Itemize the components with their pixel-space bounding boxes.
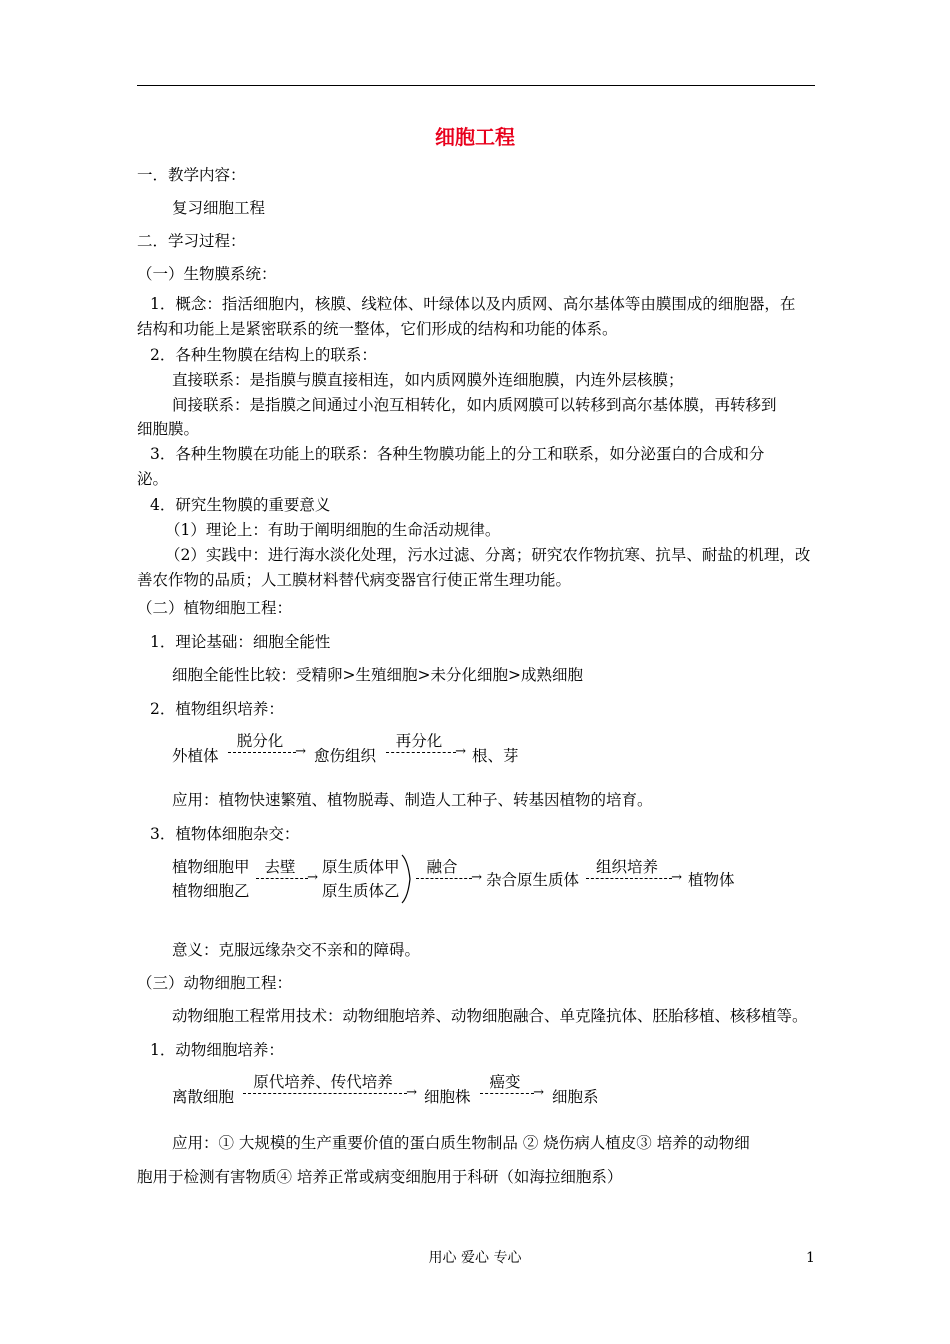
section-learning-process: 二．学习过程： xyxy=(137,232,246,250)
para-tissue-culture-application: 应用：植物快速繁殖、植物脱毒、制造人工种子、转基因植物的培育。 xyxy=(172,791,653,809)
arrow-shaft xyxy=(228,752,296,753)
heading-plant-cell-engineering: （二）植物细胞工程： xyxy=(137,599,293,617)
heading-animal-cell-engineering: （三）动物细胞工程： xyxy=(137,974,293,992)
arrow-head-icon: → xyxy=(533,1085,544,1100)
header-rule xyxy=(137,85,815,86)
right-brace-icon xyxy=(400,853,414,905)
arrow-label: 脱分化 xyxy=(236,732,284,750)
para-concept-1: 1．概念：指活细胞内，核膜、线粒体、叶绿体以及内质网、高尔基体等由膜围成的细胞器，在 xyxy=(150,295,796,313)
flow-cell-strain: 细胞株 xyxy=(424,1088,471,1106)
flow-callus: 愈伤组织 xyxy=(314,747,377,765)
arrow-head-icon: → xyxy=(406,1085,417,1100)
footer-motto: 用心 爱心 专心 xyxy=(428,1250,522,1266)
para-hybridization-significance: 意义：克服远缘杂交不亲和的障碍。 xyxy=(172,941,421,959)
teaching-content-body: 复习细胞工程 xyxy=(172,199,266,217)
arrow-shaft xyxy=(480,1093,534,1094)
flow-protoplast-a: 原生质体甲 xyxy=(322,858,400,876)
arrow-label: 癌变 xyxy=(489,1073,521,1091)
para-practice-2: 善农作物的品质；人工膜材料替代病变器官行使正常生理功能。 xyxy=(137,571,572,589)
para-direct-link: 直接联系：是指膜与膜直接相连，如内质网膜外连细胞膜，内连外层核膜； xyxy=(172,371,684,389)
para-animal-techniques: 动物细胞工程常用技术：动物细胞培养、动物细胞融合、单克隆抗体、胚胎移植、核移植等。 xyxy=(172,1007,808,1025)
flow-plant-body: 植物体 xyxy=(688,871,735,889)
para-indirect-link-1: 间接联系：是指膜之间通过小泡互相转化，如内质网膜可以转移到高尔基体膜，再转移到 xyxy=(172,396,777,414)
para-animal-cell-culture: 1．动物细胞培养： xyxy=(150,1041,284,1059)
arrow-label: 融合 xyxy=(426,858,458,876)
arrow-shaft xyxy=(416,878,472,879)
section-teaching-content: 一．教学内容： xyxy=(137,166,246,184)
para-function-link-1: 3．各种生物膜在功能上的联系：各种生物膜功能上的分工和联系，如分泌蛋白的合成和分 xyxy=(150,445,765,463)
flow-plant-cell-a: 植物细胞甲 xyxy=(172,858,250,876)
arrow-label: 组织培养 xyxy=(595,858,658,876)
arrow-shaft xyxy=(243,1093,407,1094)
para-indirect-link-2: 细胞膜。 xyxy=(137,420,200,438)
flow-dispersed-cells: 离散细胞 xyxy=(172,1088,235,1106)
arrow-label: 原代培养、传代培养 xyxy=(253,1073,393,1091)
arrow-head-icon: → xyxy=(295,744,306,759)
arrow-shaft xyxy=(586,878,672,879)
arrow-head-icon: → xyxy=(671,870,682,885)
para-theory: （1）理论上：有助于阐明细胞的生命活动规律。 xyxy=(165,521,501,539)
flow-plant-cell-b: 植物细胞乙 xyxy=(172,882,250,900)
heading-biomembrane: （一）生物膜系统： xyxy=(137,265,277,283)
para-animal-culture-application-2: 胞用于检测有害物质④ 培养正常或病变细胞用于科研（如海拉细胞系） xyxy=(137,1168,623,1186)
flow-cell-line: 细胞系 xyxy=(552,1088,599,1106)
flow-hybrid-protoplast: 杂合原生质体 xyxy=(486,871,580,889)
arrow-head-icon: → xyxy=(455,744,466,759)
arrow-shaft xyxy=(386,752,456,753)
arrow-shaft xyxy=(256,878,308,879)
flow-protoplast-b: 原生质体乙 xyxy=(322,882,400,900)
arrow-label: 再分化 xyxy=(395,732,443,750)
para-theory-basis: 1．理论基础：细胞全能性 xyxy=(150,633,331,651)
para-concept-2: 结构和功能上是紧密联系的统一整体，它们形成的结构和功能的体系。 xyxy=(137,320,618,338)
flow-root-bud: 根、芽 xyxy=(472,747,519,765)
para-animal-culture-application-1: 应用：① 大规模的生产重要价值的蛋白质生物制品 ② 烧伤病人植皮③ 培养的动物细 xyxy=(172,1134,750,1152)
para-tissue-culture: 2．植物组织培养： xyxy=(150,700,284,718)
para-structure-link: 2．各种生物膜在结构上的联系： xyxy=(150,346,377,364)
para-practice-1: （2）实践中：进行海水淡化处理，污水过滤、分离；研究农作物抗寒、抗旱、耐盐的机理，改 xyxy=(165,546,811,564)
flow-explant: 外植体 xyxy=(172,747,219,765)
arrow-head-icon: → xyxy=(307,870,318,885)
para-function-link-2: 泌。 xyxy=(137,470,169,488)
para-significance: 4．研究生物膜的重要意义 xyxy=(150,496,331,514)
page-number: 1 xyxy=(806,1250,815,1266)
arrow-label: 去壁 xyxy=(264,858,296,876)
arrow-head-icon: → xyxy=(471,870,482,885)
para-totipotency-compare: 细胞全能性比较：受精卵>生殖细胞>未分化细胞>成熟细胞 xyxy=(172,666,583,684)
page-title: 细胞工程 xyxy=(435,125,515,149)
para-somatic-hybridization: 3．植物体细胞杂交： xyxy=(150,825,300,843)
